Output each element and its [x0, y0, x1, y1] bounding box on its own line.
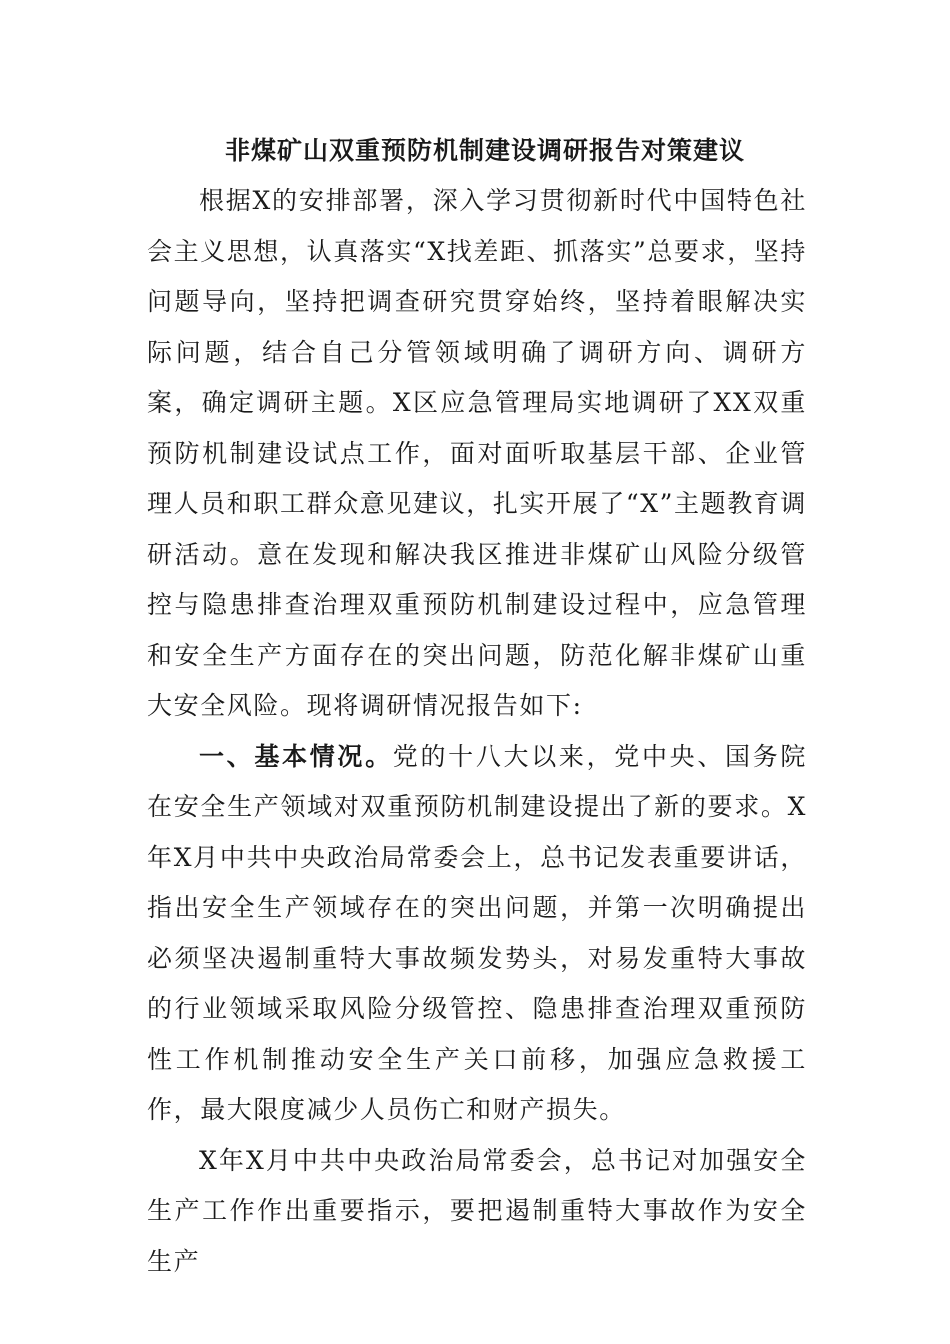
document-title: 非煤矿山双重预防机制建设调研报告对策建议: [224, 136, 745, 165]
intro-paragraph: [147, 176, 807, 732]
instruction-paragraph-text: X年X月中共中央政治局常委会，总书记对加强安全生产工作作出重要指示，要把遏制重特大事故作为安全生产: [147, 1145, 807, 1276]
instruction-paragraph: [147, 1136, 807, 1288]
intro-paragraph-text: 根据X的安排部署，深入学习贯彻新时代中国特色社会主义思想，认真落实“X找差距、抓落实”总要求，坚持问题导向，坚持把调查研究贯穿始终，坚持着眼解决实际问题，结合自己分管领域明确了调研方向、调研方案，确定调研主题。X区应急管理局实地调研了XX双重预防机制建设试点工作，面对面听取基层干部、企业管理人员和职工群众意见建议，扎实开展了“X”主题教育调研活动。意在发现和解决我区推进非煤矿山风险分级管控与隐患排查治理双重预防机制建设过程中，应急管理和安全生产方面存在的突出问题，防范化解非煤矿山重大安全风险。现将调研情况报告如下:: [147, 186, 807, 720]
section-heading-basic-situation: 一、基本情况。: [199, 741, 393, 771]
basic-situation-text: 党的十八大以来，党中央、国务院在安全生产领域对双重预防机制建设提出了新的要求。X年X月中共中央政治局常委会上，总书记发表重要讲话，指出安全生产领域存在的突出问题，并第一次明确提出必须坚决遏制重特大事故频发势头，对易发重特大事故的行业领域采取风险分级管控、隐患排查治理双重预防性工作机制推动安全生产关口前移，加强应急救援工作，最大限度减少人员伤亡和财产损失。: [147, 741, 807, 1124]
document-page: [147, 126, 807, 1287]
basic-situation-paragraph: [147, 732, 807, 1136]
